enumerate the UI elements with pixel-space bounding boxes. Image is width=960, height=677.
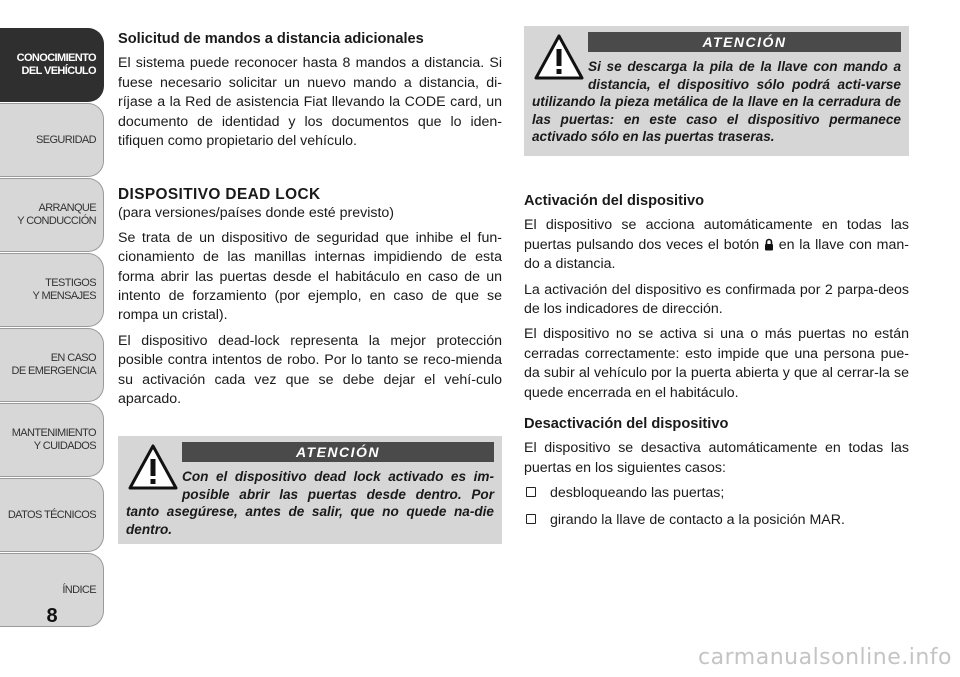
- activation-paragraph-1: [524, 216, 909, 274]
- tab-label: DATOS TÉCNICOS: [7, 508, 96, 521]
- activation-text-a: El dispositivo se acciona automáticamente en todas las puertas pulsando dos veces el botón: [524, 217, 909, 253]
- deactivation-paragraph: El dispositivo se desactiva automáticamente en todas las puertas en los siguientes casos:: [524, 440, 909, 476]
- tab-mantenimiento-y-cuidados[interactable]: [0, 403, 104, 477]
- deactivation-list: [524, 484, 909, 530]
- tab-arranque-y-conduccion[interactable]: [0, 178, 104, 252]
- warning-banner: ATENCIÓN: [182, 442, 494, 462]
- deadlock-paragraph-1: Se trata de un dispositivo de seguridad que inhibe el fun-cionamiento de las manillas internas impidiendo de esta forma abrir las puertas desde el habitáculo en caso de un intento de forzamiento (por ejemplo, en caso de que se rompa un cristal).: [118, 229, 502, 324]
- tab-label: ÍNDICE: [62, 583, 96, 596]
- tab-label: CONOCIMIENTO DEL VEHÍCULO: [16, 52, 96, 77]
- warning-text-content: Si se descarga la pila de la llave con mando a distancia, el dispositivo sólo podrá acti-varse utilizando la pieza metálica de la llave en la cerradura de las puertas: en este caso el dispositivo permanece activado sólo en las puertas traseras.: [532, 59, 901, 145]
- page-number: 8: [46, 605, 58, 627]
- list-item-text: girando la llave de contacto a la posición MAR.: [550, 511, 845, 528]
- remote-heading: Solicitud de mandos a distancia adicionales: [118, 31, 424, 47]
- list-item: [524, 484, 909, 503]
- warning-text: [532, 58, 901, 146]
- checkbox-bullet-icon: [526, 487, 536, 497]
- deactivation-heading: Desactivación del dispositivo: [524, 416, 729, 433]
- chapter-tabs: [0, 28, 104, 628]
- activation-paragraph-3: El dispositivo no se activa si una o más puertas no están cerradas correctamente: esto impide que una persona pue-da subir al vehículo por la puerta abierta y que al cerrar-la se quede encerrada en el habitáculo.: [524, 326, 909, 401]
- warning-text: [126, 468, 494, 538]
- warning-banner: ATENCIÓN: [588, 32, 901, 52]
- tab-label: MANTENIMIENTO Y CUIDADOS: [11, 427, 96, 452]
- padlock-icon: [764, 238, 774, 251]
- warning-triangle-icon: [128, 444, 178, 490]
- activation-paragraph-2: La activación del dispositivo es confirmada por 2 parpa-deos de los indicadores de dirección.: [524, 281, 909, 318]
- remote-paragraph: El sistema puede reconocer hasta 8 mandos a distancia. Si fuese necesario solicitar un nuevo mando a distancia, di-ríjase a la Red de asistencia Fiat llevando la CODE card, un documento de identidad y los documentos que lo iden-tifiquen como propietario del vehículo.: [118, 55, 502, 150]
- tab-datos-tecnicos[interactable]: [0, 478, 104, 552]
- checkbox-bullet-icon: [526, 514, 536, 524]
- tab-label: TESTIGOS Y MENSAJES: [32, 277, 96, 302]
- warning-box-deadlock: [118, 436, 502, 544]
- deadlock-paragraph-2: El dispositivo dead-lock representa la mejor protección posible contra intentos de robo. Por lo tanto se reco-mienda su activación cada vez que se debe dejar el vehí-culo aparcado.: [118, 332, 502, 408]
- activation-heading: Activación del dispositivo: [524, 193, 705, 209]
- activation-text-b: en la llave con man-do a distancia.: [524, 236, 909, 273]
- warning-box-battery: [524, 26, 909, 156]
- list-item-text: desbloqueando las puertas;: [550, 485, 725, 502]
- tab-conocimiento-del-vehiculo[interactable]: [0, 28, 104, 102]
- tab-en-caso-de-emergencia[interactable]: [0, 328, 104, 402]
- watermark: carmanualsonline.info: [698, 645, 952, 670]
- list-item: [524, 511, 909, 530]
- tab-label: EN CASO DE EMERGENCIA: [11, 352, 96, 377]
- tab-label: SEGURIDAD: [36, 133, 96, 146]
- deadlock-heading: DISPOSITIVO DEAD LOCK: [118, 186, 321, 204]
- warning-text-content: Con el dispositivo dead lock activado es im-posible abrir las puertas desde dentro. Por tanto asegúrese, antes de salir, que no quede na-die dentro.: [126, 469, 494, 537]
- left-column: [118, 30, 502, 416]
- deadlock-note: (para versiones/países donde esté previsto): [118, 205, 395, 222]
- right-column: [524, 192, 909, 537]
- tab-seguridad[interactable]: [0, 103, 104, 177]
- warning-triangle-icon: [534, 34, 584, 80]
- tab-testigos-y-mensajes[interactable]: [0, 253, 104, 327]
- tab-label: ARRANQUE Y CONDUCCIÓN: [17, 202, 96, 227]
